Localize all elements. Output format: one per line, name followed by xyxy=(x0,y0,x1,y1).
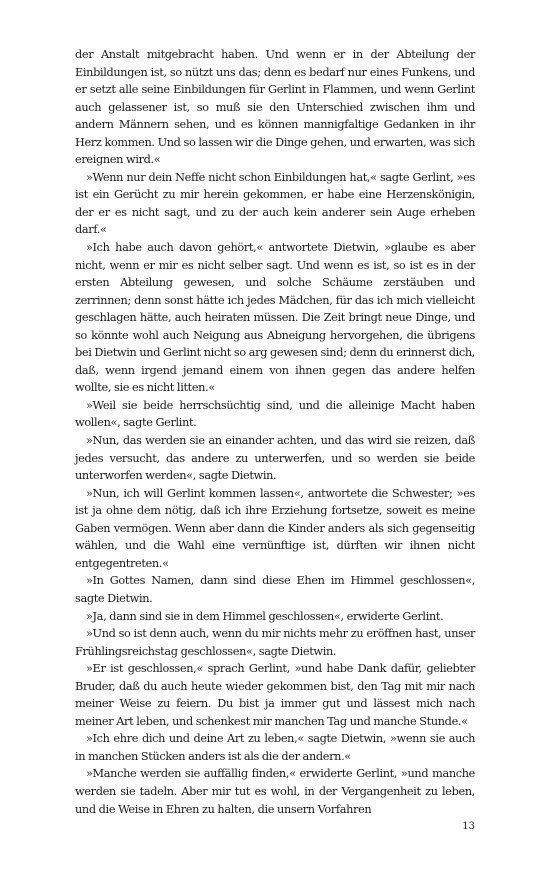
paragraph: »Wenn nur dein Neffe nicht schon Einbildungen hat,« sagte Gerlint, »es ist ein Gerücht zu mir herein gekommen, er habe eine Herzenskönigin, der er es nicht sagt, und zu der auch kein anderer sein Auge erheben darf.« xyxy=(75,170,475,237)
paragraph: der Anstalt mitgebracht haben. Und wenn er in der Abteilung der Einbildungen ist, so nützt uns das; denn es bedarf nur eines Funkens, und er setzt alle seine Einbildungen für Gerlint in Flammen, und wenn Gerlint auch gelassener ist, so muß sie den Unterschied zwischen ihm und andern Männern sehen, und es können mannigfaltige Gedanken in ihr Herz kommen. Und so lassen wir die Dinge gehen, und erwarten, was sich ereignen wird.« xyxy=(75,48,475,167)
paragraph: »Weil sie beide herrschsüchtig sind, und die alleinige Macht haben wollen«, sagte Gerlint. xyxy=(75,398,475,430)
body-text xyxy=(75,46,475,818)
paragraph: »Ja, dann sind sie in dem Himmel geschlossen«, erwiderte Gerlint. xyxy=(86,609,444,623)
paragraph: »Nun, ich will Gerlint kommen lassen«, antwortete die Schwester; »es ist ja ohne dem nötig, daß ich ihre Erziehung fortsetze, soweit es meine Gaben vermögen. Wenn aber dann die Kinder anders als sich gegenseitig wählen, und die Wahl eine vernünftige ist, dürften wir ihnen nicht entgegentreten.« xyxy=(75,486,475,570)
paragraph: »Nun, das werden sie an einander achten, und das wird sie reizen, daß jedes versucht, das andere zu unterwerfen, und so werden sie beide unterworfen werden«, sagte Dietwin. xyxy=(75,434,475,483)
paragraph: »Ich habe auch davon gehört,« antwortete Dietwin, »glaube es aber nicht, wenn er mir es nicht selber sagt. Und wenn es ist, so ist es in der ersten Abteilung gewesen, und solche Schäume zerstäuben und zerrinnen; denn sonst hätte ich jedes Mädchen, für das ich mich vielleicht geschlagen hätte, auch heiraten müssen. Die Zeit bringt neue Dinge, und so könnte wohl auch Neigung aus Abneigung hervorgehen, die übrigens bei Dietwin und Gerlint nicht so arg gewesen sind; denn du erinnerst dich, daß, wenn irgend jemand einem von ihnen gegen das andere helfen wollte, sie es nicht litten.« xyxy=(75,241,475,395)
paragraph: »Manche werden sie auffällig finden,« erwiderte Gerlint, »und manche werden sie tadeln. Aber mir tut es wohl, in der Vergangenheit zu leben, und die Weise in Ehren zu halten, die unsern Vorfahren xyxy=(75,767,475,816)
paragraph: »In Gottes Namen, dann sind diese Ehen im Himmel geschlossen«, sagte Dietwin. xyxy=(75,574,475,605)
page-number: 13 xyxy=(462,821,475,832)
paragraph: »Er ist geschlossen,« sprach Gerlint, »und habe Dank dafür, geliebter Bruder, daß du auch heute wieder gekommen bist, den Tag mit mir nach meiner Weise zu feiern. Du bist ja immer gut und lässest mich nach meiner Art leben, und schenkest mir manchen Tag und manche Stunde.« xyxy=(75,662,475,728)
paragraph: »Und so ist denn auch, wenn du mir nichts mehr zu eröffnen hast, unser Frühlingsreichstag geschlossen«, sagte Dietwin. xyxy=(75,627,475,658)
paragraph: »Ich ehre dich und deine Art zu leben,« sagte Dietwin, »wenn sie auch in manchen Stücken anders ist als die der andern.« xyxy=(75,732,475,763)
